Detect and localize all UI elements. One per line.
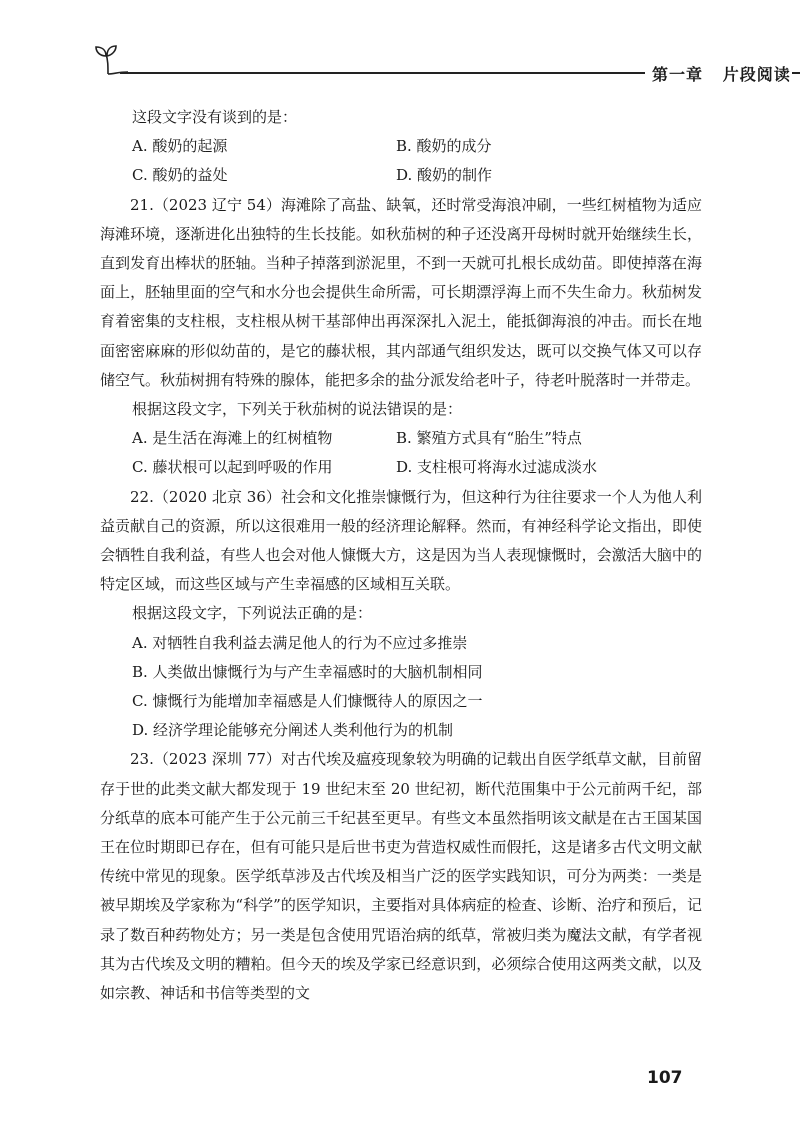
- running-header: [92, 44, 800, 84]
- options-row: [100, 453, 702, 482]
- options-row: [100, 424, 702, 453]
- options-row: [100, 161, 702, 190]
- question-stem: 这段文字没有谈到的是：: [132, 108, 298, 126]
- page-number: 107: [647, 1068, 683, 1088]
- option-c: C. 藤状根可以起到呼吸的作用: [132, 458, 333, 477]
- option-a: A. 对牺牲自我利益去满足他人的行为不应过多推崇: [132, 633, 468, 652]
- question-23-passage: 23.（2023 深圳 77）对古代埃及瘟疫现象较为明确的记载出自医学纸草文献，目前留存于世的此类文献大都发现于 19 世纪末至 20 世纪初，断代范围集中于公元前两千纪，部分纸草的底本可能产生于公元前三千纪甚至更早。有些文本虽然指明该文献是在古王国某国王在位时期即已存在，但有可能只是后世书吏为营造权威性而假托，这是诸多古代文明文献传统中常见的现象。医学纸草涉及古代埃及相当广泛的医学实践知识，可分为两类：一类是被早期埃及学家称为“科学”的医学知识，主要指对具体病症的检查、诊断、治疗和预后，记录了数百种药物处方；另一类是包含使用咒语治病的纸草，常被归类为魔法文献，有学者视其为古代埃及文明的糟粕。但今天的埃及学家已经意识到，必须综合使用这两类文献，以及如宗教、神话和书信等类型的文: [100, 750, 702, 1003]
- chapter-title: [652, 62, 791, 85]
- header-rule-left: [120, 72, 645, 74]
- question-22-stem: 根据这段文字，下列说法正确的是：: [132, 604, 373, 623]
- option-a: A. 酸奶的起源: [132, 137, 228, 156]
- option-d: D. 酸奶的制作: [396, 166, 493, 185]
- question-21-stem: 根据这段文字，下列关于秋茄树的说法错误的是：: [132, 400, 463, 419]
- chapter-number: 第一章: [652, 65, 704, 84]
- sprout-icon: [92, 44, 132, 80]
- page-body: [100, 103, 702, 1008]
- option-b: B. 繁殖方式具有“胎生”特点: [396, 429, 582, 448]
- option-b: B. 人类做出慷慨行为与产生幸福感时的大脑机制相同: [132, 662, 483, 681]
- options-row: [100, 132, 702, 161]
- question-22-passage: 22.（2020 北京 36）社会和文化推崇慷慨行为，但这种行为往往要求一个人为他人利益贡献自己的资源，所以这很难用一般的经济理论解释。然而，有神经科学论文指出，即使会牺牲自我利益，有些人也会对他人慷慨大方，这是因为当人表现慷慨时，会激活大脑中的特定区域，而这些区域与产生幸福感的区域相互关联。: [100, 487, 702, 594]
- option-c: C. 慷慨行为能增加幸福感是人们慷慨待人的原因之一: [132, 692, 483, 711]
- question-21-passage: 21.（2023 辽宁 54）海滩除了高盐、缺氧，还时常受海浪冲刷，一些红树植物为适应海滩环境，逐渐进化出独特的生长技能。如秋茄树的种子还没离开母树时就开始继续生长，直到发育出棒状的胚轴。当种子掉落到淤泥里，不到一天就可扎根长成幼苗。即使掉落在海面上，胚轴里面的空气和水分也会提供生命所需，可长期漂浮海上而不失生命力。秋茄树发育着密集的支柱根，支柱根从树干基部伸出再深深扎入泥土，能抵御海浪的冲击。而长在地面密密麻麻的形似幼苗的，是它的藤状根，其内部通气组织发达，既可以交换气体又可以存储空气。秋茄树拥有特殊的腺体，能把多余的盐分派发给老叶子，待老叶脱落时一并带走。: [100, 195, 702, 389]
- option-c: C. 酸奶的益处: [132, 166, 228, 185]
- option-b: B. 酸奶的成分: [396, 137, 492, 156]
- option-d: D. 支柱根可将海水过滤成淡水: [396, 458, 598, 477]
- option-d: D. 经济学理论能够充分阐述人类利他行为的机制: [132, 721, 454, 740]
- option-a: A. 是生活在海滩上的红树植物: [132, 429, 333, 448]
- section-title: 片段阅读: [722, 65, 791, 84]
- header-rule-right: [792, 72, 800, 74]
